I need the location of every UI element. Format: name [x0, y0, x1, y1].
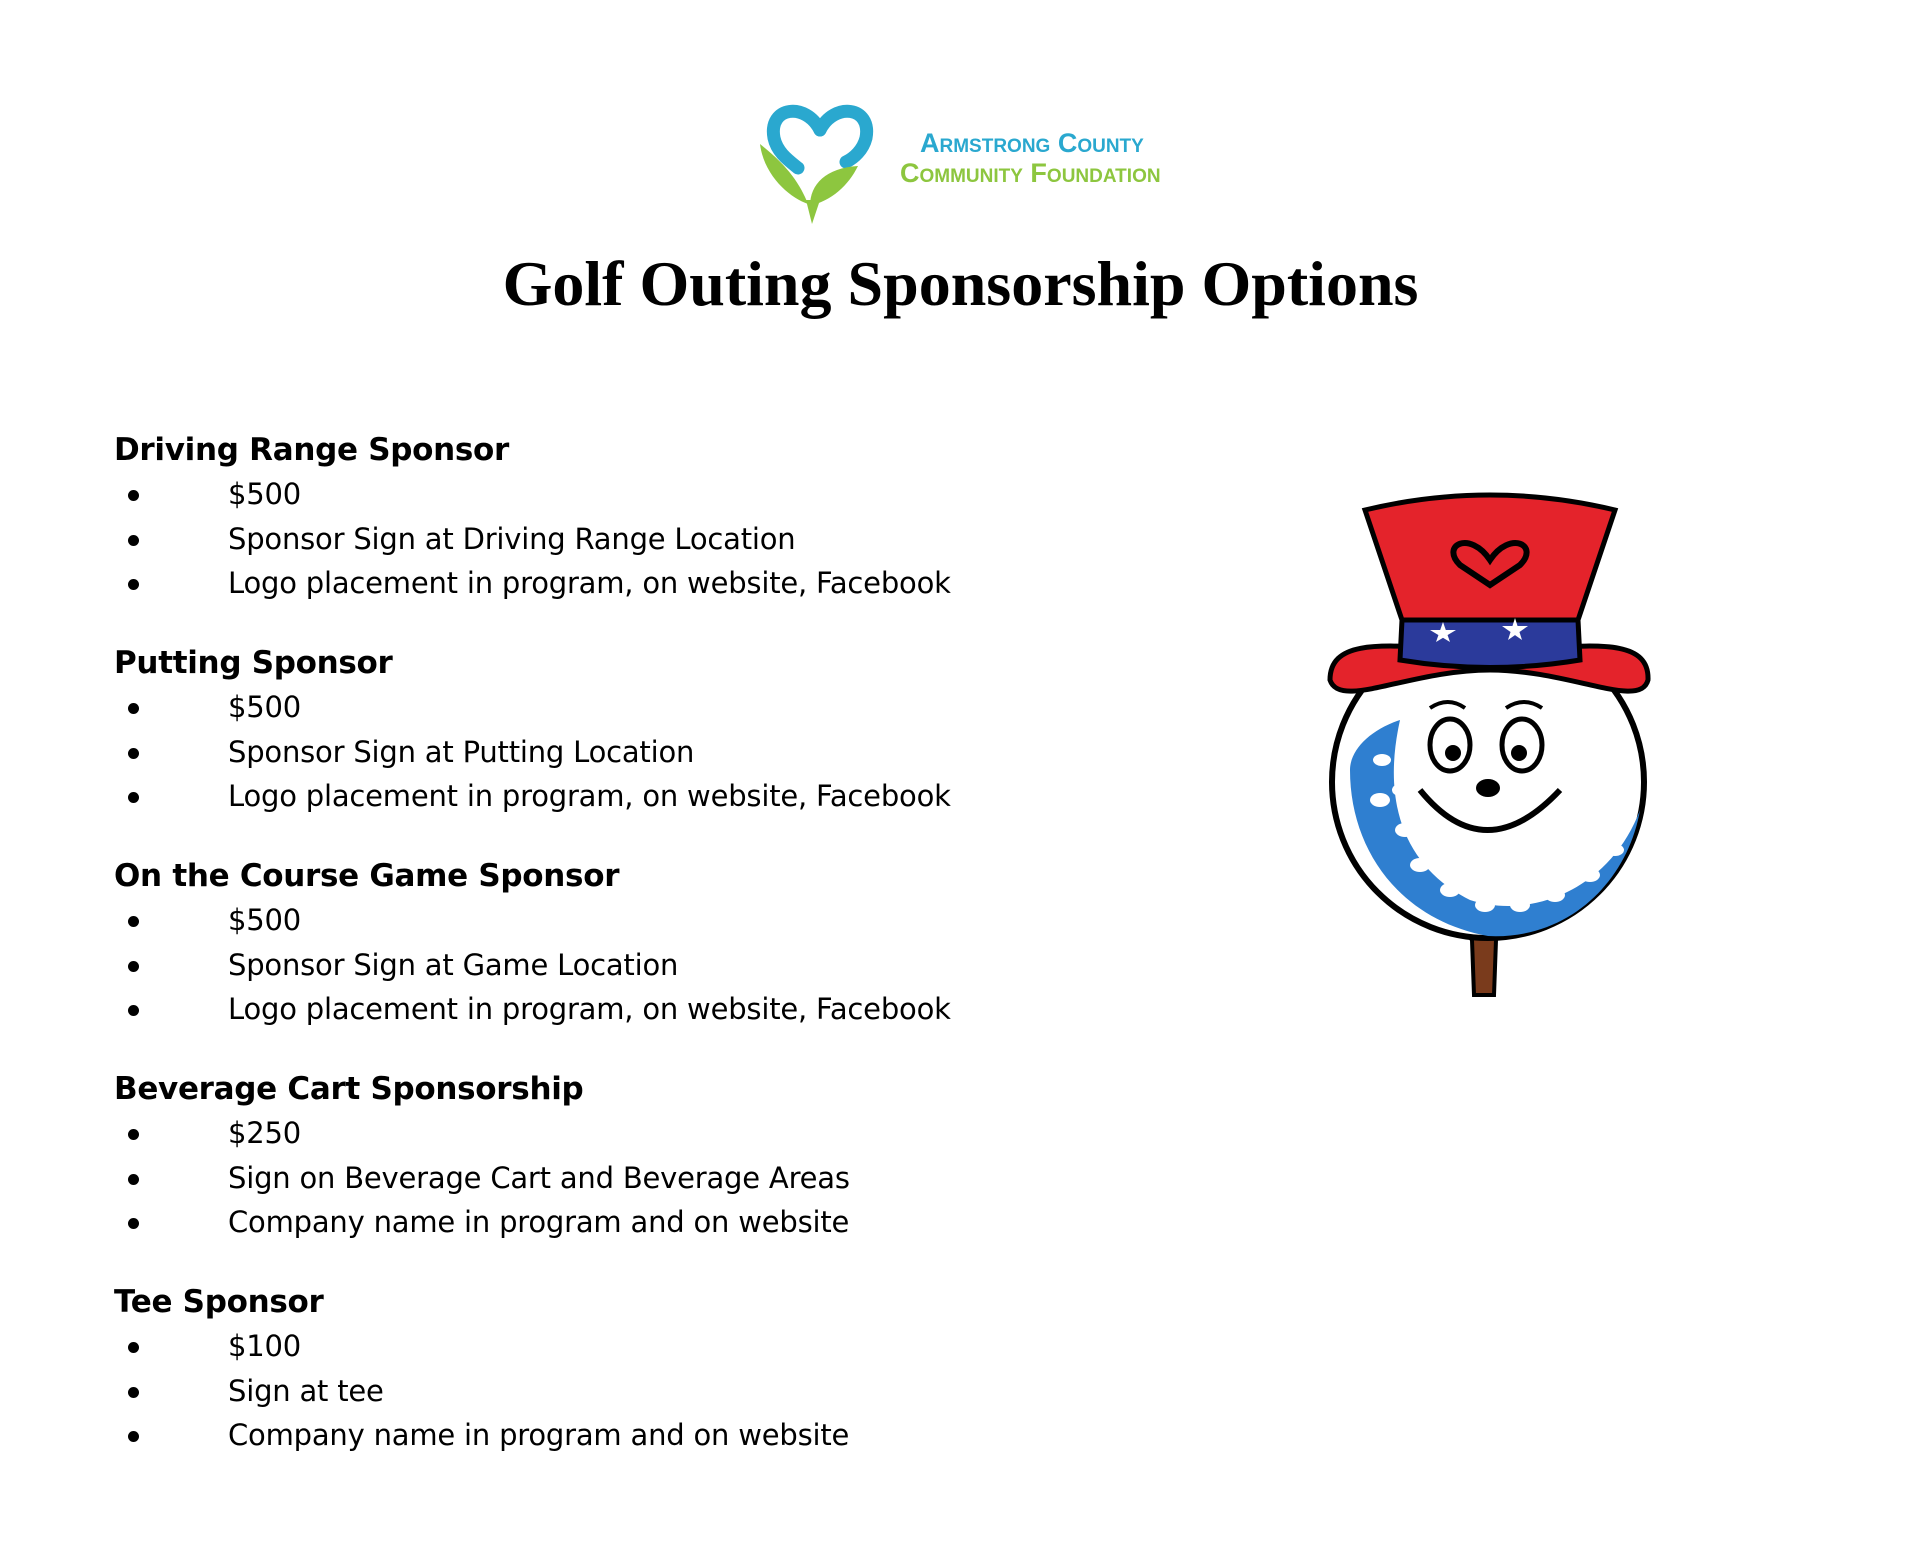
- section-heading: Tee Sponsor: [114, 1284, 324, 1320]
- item-text: $250: [228, 1116, 302, 1150]
- bullet-icon: [128, 1387, 139, 1398]
- list-item: [114, 943, 1214, 988]
- item-text: Sign on Beverage Cart and Beverage Areas: [228, 1160, 850, 1195]
- logo-line-1: Armstrong County: [920, 128, 1144, 158]
- item-text: $500: [228, 477, 302, 511]
- list-item: [114, 1324, 1214, 1369]
- bullet-icon: [128, 703, 139, 714]
- bullet-icon: [128, 1342, 139, 1353]
- item-text: Sponsor Sign at Game Location: [228, 947, 679, 982]
- list-item: [114, 1413, 1214, 1458]
- list-item: [114, 685, 1214, 730]
- bullet-icon: [128, 579, 139, 590]
- sponsor-section: [114, 1067, 1214, 1280]
- sponsor-section: [114, 854, 1214, 1067]
- list-item: [114, 774, 1214, 819]
- item-text: Sponsor Sign at Putting Location: [228, 734, 695, 769]
- item-text: $100: [228, 1329, 302, 1363]
- sponsor-section: [114, 428, 1214, 641]
- sponsorship-list: [114, 428, 1214, 1493]
- bullet-icon: [128, 1431, 139, 1442]
- bullet-icon: [128, 1005, 139, 1016]
- bullet-icon: [128, 1218, 139, 1229]
- bullet-icon: [128, 916, 139, 927]
- bullet-icon: [128, 792, 139, 803]
- bullet-icon: [128, 961, 139, 972]
- section-heading: Putting Sponsor: [114, 645, 393, 681]
- section-heading: On the Course Game Sponsor: [114, 858, 620, 894]
- heart-logo-icon: [740, 88, 900, 228]
- list-item: [114, 1200, 1214, 1245]
- item-text: Logo placement in program, on website, Facebook: [228, 566, 951, 600]
- list-item: [114, 517, 1214, 562]
- item-text: Company name in program and on website: [228, 1418, 850, 1452]
- bullet-icon: [128, 748, 139, 759]
- item-text: $500: [228, 690, 302, 724]
- list-item: [114, 1369, 1214, 1414]
- list-item: [114, 730, 1214, 775]
- logo-line-2: Community Foundation: [900, 158, 1161, 188]
- bullet-icon: [128, 535, 139, 546]
- golf-ball-mascot: [1310, 470, 1660, 1010]
- list-item: [114, 898, 1214, 943]
- item-text: Sponsor Sign at Driving Range Location: [228, 521, 796, 556]
- golf-ball-mascot-icon: [1310, 470, 1660, 1010]
- list-item: [114, 1156, 1214, 1201]
- list-item: [114, 472, 1214, 517]
- bullet-icon: [128, 490, 139, 501]
- item-text: $500: [228, 903, 302, 937]
- item-text: Sign at tee: [228, 1373, 384, 1408]
- list-item: [114, 987, 1214, 1032]
- sponsor-section: [114, 1280, 1214, 1493]
- page-title: Golf Outing Sponsorship Options: [502, 248, 1419, 319]
- section-heading: Beverage Cart Sponsorship: [114, 1071, 584, 1107]
- item-text: Company name in program and on website: [228, 1205, 850, 1239]
- list-item: [114, 561, 1214, 606]
- list-item: [114, 1111, 1214, 1156]
- bullet-icon: [128, 1129, 139, 1140]
- item-text: Logo placement in program, on website, Facebook: [228, 992, 951, 1026]
- bullet-icon: [128, 1174, 139, 1185]
- section-heading: Driving Range Sponsor: [114, 432, 510, 468]
- foundation-logo: [740, 88, 1210, 228]
- item-text: Logo placement in program, on website, Facebook: [228, 779, 951, 813]
- sponsor-section: [114, 641, 1214, 854]
